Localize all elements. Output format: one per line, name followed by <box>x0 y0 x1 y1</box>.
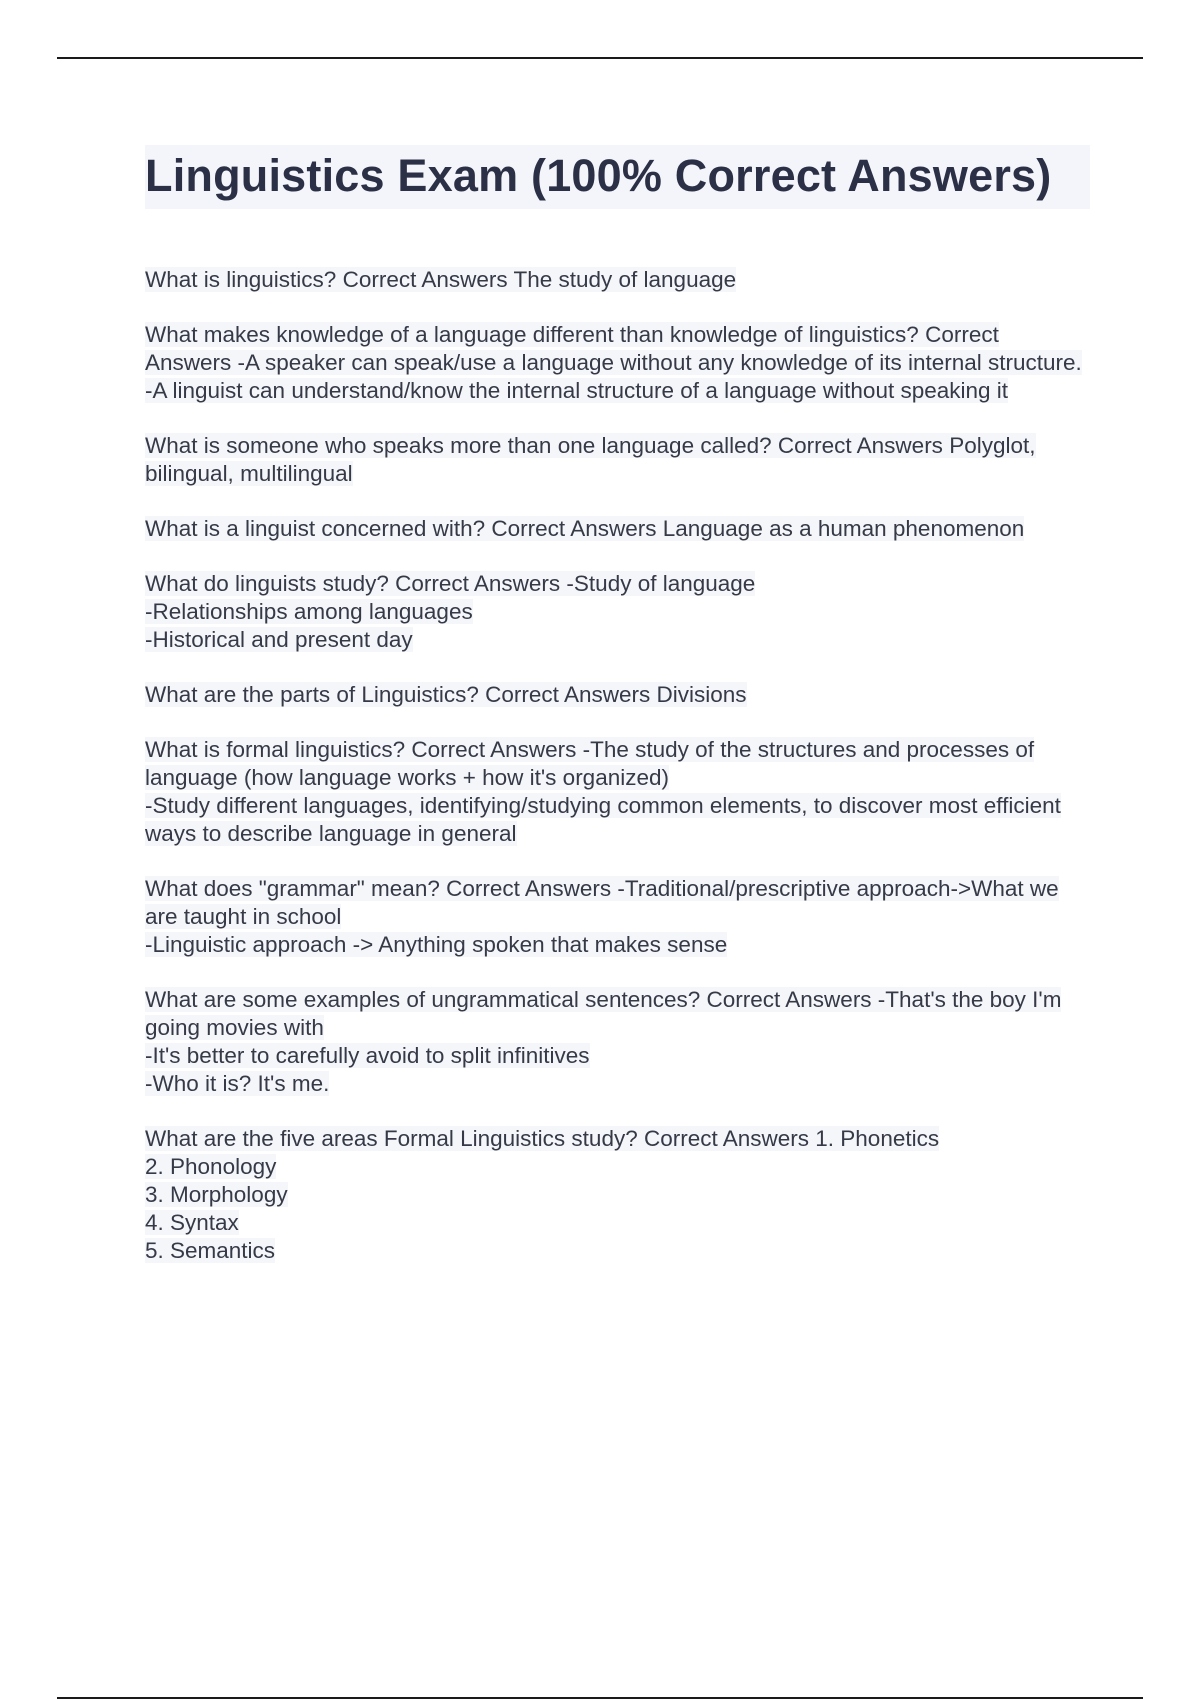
qa-item <box>145 875 1090 959</box>
qa-text: What makes knowledge of a language different than knowledge of linguistics? Correct Answers -A speaker can speak/use a language without any knowledge of its internal structure. -A linguist can understand/know the internal structure of a language without speaking it <box>145 322 1082 403</box>
qa-text: What is formal linguistics? Correct Answers -The study of the structures and processes of language (how language works + how it's organized) -Study different languages, identifying/studying common elements, to discover most efficient ways to describe language in general <box>145 737 1061 846</box>
qa-item <box>145 736 1090 848</box>
qa-text: What is someone who speaks more than one language called? Correct Answers Polyglot, bilingual, multilingual <box>145 433 1036 486</box>
bottom-divider <box>57 1697 1143 1699</box>
qa-text: What are some examples of ungrammatical sentences? Correct Answers -That's the boy I'm going movies with -It's better to carefully avoid to split infinitives -Who it is? It's me. <box>145 987 1062 1096</box>
document-body <box>145 145 1090 1292</box>
qa-item <box>145 570 1090 654</box>
qa-item <box>145 266 1090 294</box>
qa-text: What are the five areas Formal Linguistics study? Correct Answers 1. Phonetics 2. Phonology 3. Morphology 4. Syntax 5. Semantics <box>145 1126 940 1263</box>
qa-text: What is a linguist concerned with? Correct Answers Language as a human phenomenon <box>145 516 1025 541</box>
qa-text: What does "grammar" mean? Correct Answers -Traditional/prescriptive approach->What we are taught in school -Linguistic approach -> Anything spoken that makes sense <box>145 876 1059 957</box>
qa-list <box>145 266 1090 1265</box>
qa-text: What are the parts of Linguistics? Correct Answers Divisions <box>145 682 747 707</box>
top-divider <box>57 57 1143 59</box>
qa-item <box>145 515 1090 543</box>
title-block <box>145 145 1090 209</box>
qa-item <box>145 1125 1090 1265</box>
qa-item <box>145 432 1090 488</box>
qa-text: What is linguistics? Correct Answers The study of language <box>145 267 737 292</box>
qa-item <box>145 986 1090 1098</box>
qa-item <box>145 681 1090 709</box>
qa-text: What do linguists study? Correct Answers -Study of language -Relationships among languages -Historical and present day <box>145 571 756 652</box>
qa-item <box>145 321 1090 405</box>
document-title: Linguistics Exam (100% Correct Answers) <box>145 150 1052 201</box>
